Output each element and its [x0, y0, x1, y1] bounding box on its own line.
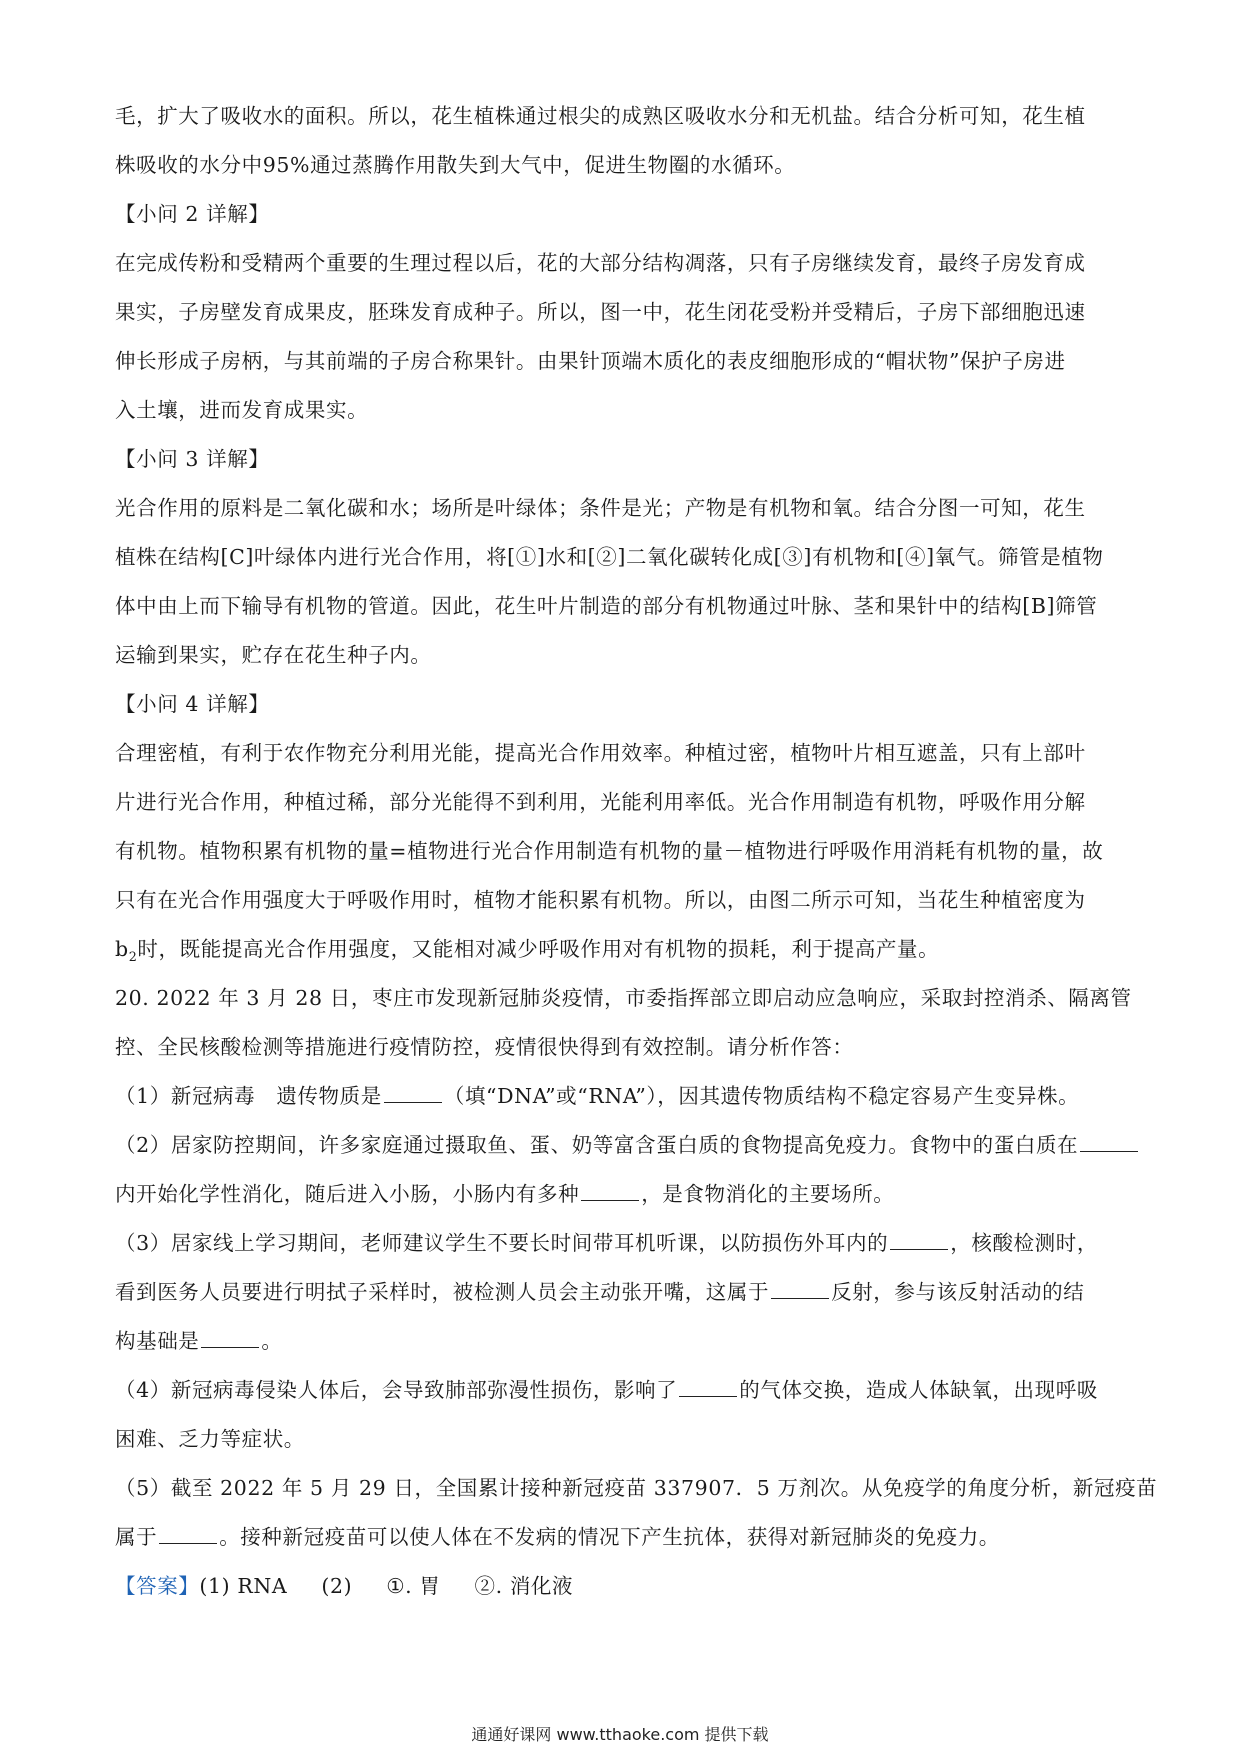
sub-question-2-cont [115, 1170, 1135, 1219]
paragraph-line: 运输到果实，贮存在花生种子内。 [115, 643, 432, 667]
line-text: 的气体交换，造成人体缺氧，出现呼吸 [739, 1378, 1098, 1402]
line-text: 。 [261, 1329, 283, 1353]
answer-blank [384, 1084, 442, 1103]
answer-2-label: (2) [321, 1574, 353, 1598]
symbol-b: b [115, 937, 129, 961]
line-text: 看到医务人员要进行明拭子采样时，被检测人员会主动张开嘴，这属于 [115, 1280, 770, 1304]
line-text: 。接种新冠疫苗可以使人体在不发病的情况下产生抗体，获得对新冠肺炎的免疫力。 [219, 1525, 1000, 1549]
paragraph-line: 株吸收的水分中95%通过蒸腾作用散失到大气中，促进生物圈的水循环。 [115, 153, 796, 177]
paragraph-line: 毛，扩大了吸收水的面积。所以，花生植株通过根尖的成熟区吸收水分和无机盐。结合分析可知，花生植 [115, 104, 1086, 128]
sub-question-3-cont [115, 1268, 1135, 1317]
line-text: （2）居家防控期间，许多家庭通过摄取鱼、蛋、奶等富含蛋白质的食物提高免疫力。食物中的蛋白质在 [115, 1133, 1079, 1157]
paragraph-line: 在完成传粉和受精两个重要的生理过程以后，花的大部分结构凋落，只有子房继续发育，最终子房发育成 [115, 251, 1086, 275]
line-text: 构基础是 [115, 1329, 200, 1353]
sub-question-2 [115, 1121, 1135, 1170]
answer-line [115, 1562, 1135, 1611]
question-intro: 控、全民核酸检测等措施进行疫情防控，疫情很快得到有效控制。请分析作答： [115, 1035, 854, 1059]
answer-2-2: ②. 消化液 [474, 1574, 574, 1598]
line-text: （填“DNA”或“RNA”），因其遗传物质结构不稳定容易产生变异株。 [443, 1084, 1080, 1108]
answer-blank [159, 1525, 217, 1544]
paragraph-line: 有机物。植物积累有机物的量=植物进行光合作用制造有机物的量－植物进行呼吸作用消耗有机物的量，故 [115, 839, 1104, 863]
question-intro: 20. 2022 年 3 月 28 日，枣庄市发现新冠肺炎疫情，市委指挥部立即启动应急响应，采取封控消杀、隔离管 [115, 986, 1132, 1010]
sub-question-5: （5）截至 2022 年 5 月 29 日，全国累计接种新冠疫苗 337907．5 万剂次。从免疫学的角度分析，新冠疫苗 [115, 1476, 1158, 1500]
line-text: （4）新冠病毒侵染人体后，会导致肺部弥漫性损伤，影响了 [115, 1378, 678, 1402]
footer-watermark: 通通好课网 www.tthaoke.com 提供下载 [471, 1725, 769, 1744]
paragraph-line: 光合作用的原料是二氧化碳和水；场所是叶绿体；条件是光；产物是有机物和氧。结合分图一可知，花生 [115, 496, 1086, 520]
answer-blank [890, 1231, 948, 1250]
paragraph-line: 入土壤，进而发育成果实。 [115, 398, 369, 422]
line-text: （1）新冠病毒 遗传物质是 [115, 1084, 382, 1108]
sub-question-3-cont [115, 1317, 1135, 1366]
paragraph-line: 植株在结构[C]叶绿体内进行光合作用，将[①]水和[②]二氧化碳转化成[③]有机物和[④]氧气。筛管是植物 [115, 545, 1104, 569]
paragraph-line: 片进行光合作用，种植过稀，部分光能得不到利用，光能利用率低。光合作用制造有机物，呼吸作用分解 [115, 790, 1086, 814]
line-text: 时，既能提高光合作用强度，又能相对减少呼吸作用对有机物的损耗，利于提高产量。 [137, 937, 940, 961]
answer-2-1: ①. 胃 [386, 1574, 441, 1598]
paragraph-line: 合理密植，有利于农作物充分利用光能，提高光合作用效率。种植过密，植物叶片相互遮盖，只有上部叶 [115, 741, 1086, 765]
section-heading-q4: 【小问 4 详解】 [115, 692, 270, 716]
paragraph-line [115, 925, 1135, 974]
paragraph-line: 体中由上而下输导有机物的管道。因此，花生叶片制造的部分有机物通过叶脉、茎和果针中的结构[B]筛管 [115, 594, 1098, 618]
line-text: ，核酸检测时， [950, 1231, 1098, 1255]
paragraph-line: 伸长形成子房柄，与其前端的子房合称果针。由果针顶端木质化的表皮细胞形成的“帽状物”保护子房进 [115, 349, 1066, 373]
sub-question-1 [115, 1072, 1135, 1121]
section-heading-q2: 【小问 2 详解】 [115, 202, 270, 226]
line-text: 属于 [115, 1525, 158, 1549]
answer-blank [1080, 1133, 1138, 1152]
sub-question-3 [115, 1219, 1135, 1268]
answer-label: 【答案】 [115, 1574, 200, 1598]
paragraph-line: 只有在光合作用强度大于呼吸作用时，植物才能积累有机物。所以，由图二所示可知，当花生种植密度为 [115, 888, 1086, 912]
answer-blank [581, 1182, 639, 1201]
subscript: 2 [128, 949, 138, 965]
answer-blank [679, 1378, 737, 1397]
section-heading-q3: 【小问 3 详解】 [115, 447, 270, 471]
line-text: 内开始化学性消化，随后进入小肠，小肠内有多种 [115, 1182, 580, 1206]
sub-question-5-cont [115, 1513, 1135, 1562]
line-text: （3）居家线上学习期间，老师建议学生不要长时间带耳机听课，以防损伤外耳内的 [115, 1231, 889, 1255]
line-text: 反射，参与该反射活动的结 [831, 1280, 1085, 1304]
sub-question-4-cont: 困难、乏力等症状。 [115, 1427, 305, 1451]
answer-blank [771, 1280, 829, 1299]
paragraph-line: 果实，子房壁发育成果皮，胚珠发育成种子。所以，图一中，花生闭花受粉并受精后，子房下部细胞迅速 [115, 300, 1086, 324]
line-text: ，是食物消化的主要场所。 [641, 1182, 895, 1206]
sub-question-4 [115, 1366, 1135, 1415]
answer-1: (1) RNA [199, 1574, 288, 1598]
answer-blank [201, 1329, 259, 1348]
document-page [115, 92, 1158, 1611]
